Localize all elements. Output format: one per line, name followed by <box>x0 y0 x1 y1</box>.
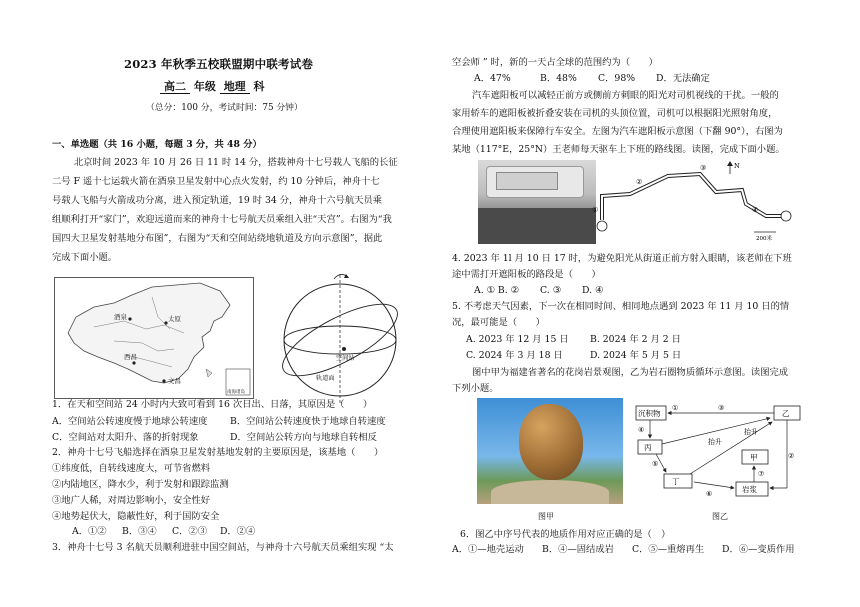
station-label: 空间站 <box>336 355 355 362</box>
q1-option-c: C．空间站对太阳升、落的折射现象 <box>52 432 199 443</box>
passage-line: 北京时间 2023 年 10 月 26 日 11 时 14 分，搭载神舟十七号载人飞船的长征 <box>74 157 398 168</box>
q3-option-a: A．47% <box>474 73 511 84</box>
q5-option-a: A. 2023 年 12 月 15 日 <box>466 334 569 345</box>
node-a: 甲 <box>750 453 758 462</box>
q6-option-d: D．⑥—变质作用 <box>722 544 795 555</box>
china-launch-sites-map <box>54 277 254 399</box>
q5-option-b: B. 2024 年 2 月 2 日 <box>590 334 681 345</box>
q2-item: ①纬度低，自转线速度大，可节省燃料 <box>52 463 211 474</box>
node-magma: 岩浆 <box>742 485 757 494</box>
passage-line: 国四大卫星发射基地分布图”，右图为“天和空间站绕地轨道及方向示意图”，据此 <box>52 233 383 244</box>
q5-option-c: C. 2024 年 3 月 18 日 <box>466 350 563 361</box>
q2-option-d: D．②④ <box>220 526 256 537</box>
passage2-line: 合理使用遮阳板来保障行车安全。左图为汽车遮阳板示意图（下翻 90°），右图为 <box>452 126 783 137</box>
passage-line: 号载人飞船与火箭成功分离，进入预定轨道，19 时 34 分，神舟十六号航天员乘 <box>52 195 383 206</box>
q2-item: ④地势起伏大，隐蔽性好，利于国防安全 <box>52 511 220 522</box>
q1-option-d: D．空间站公转方向与地球自转相反 <box>230 432 377 443</box>
inset-label: 南海诸岛 <box>227 390 245 395</box>
passage-line: 完成下面小题。 <box>52 252 118 263</box>
passage2-line: 汽车遮阳板可以减轻正前方或侧前方刺眼的阳光对司机视线的干扰。一般的 <box>472 90 779 101</box>
scale-label: 200米 <box>756 236 772 242</box>
q5-stem: 5. 不考虑天气因素，下一次在相同时间、相同地点遇到 2023 年 11 月 10 日的情 <box>452 301 790 312</box>
q1-stem: 1．在天和空间站 24 小时内大致可看到 16 次日出、日落，其原因是（ ） <box>52 399 373 410</box>
q6-stem: 6．图乙中序号代表的地质作用对应正确的是（ ） <box>460 529 671 540</box>
q1-option-a: A．空间站公转速度慢于地球公转速度 <box>52 416 208 427</box>
site-label: 太原 <box>168 315 181 323</box>
subject: 地理 <box>220 80 250 94</box>
site-label: 西昌 <box>124 353 137 361</box>
node-d: 丁 <box>672 477 680 486</box>
figure-caption-a: 图甲 <box>538 512 554 521</box>
orbit-plane-label: 轨道面 <box>316 375 335 382</box>
route-label: ① <box>592 206 599 214</box>
q4-stem-cont: 途中需打开遮阳板的路段是（ ） <box>452 269 601 280</box>
process-3: ③ <box>718 404 725 412</box>
exam-meta: （总分：100 分，考试时间：75 分钟） <box>146 103 303 113</box>
passage2-line: 家用轿车的遮阳板被折叠安装在司机的头顶位置，司机可以根据阳光照射角度， <box>452 108 778 119</box>
process-2b: ② <box>788 452 795 460</box>
subject-suffix: 科 <box>253 80 265 93</box>
q2-item: ②内陆地区，降水少，利于发射和跟踪监测 <box>52 479 229 490</box>
q6-option-c: C．⑤—重熔再生 <box>632 544 705 555</box>
node-c: 丙 <box>644 443 652 452</box>
section-title: 一、单选题（共 16 小题，每题 3 分，共 48 分） <box>52 139 262 150</box>
site-label: 酒泉 <box>114 313 127 321</box>
node-sediment: 沉积物 <box>638 409 661 418</box>
q2-stem: 2．神舟十七号飞船选择在酒泉卫星发射基地发射的主要原因是，该基地（ ） <box>52 447 384 458</box>
passage3-line: 图中甲为福建省著名的花岗岩景观图，乙为岩石圈物质循环示意图。读图完成 <box>472 367 789 378</box>
lift-label: 抬升 <box>744 428 758 436</box>
site-label: 文昌 <box>168 377 181 385</box>
passage2-line: 某地（117°E，25°N）王老师每天驱车上下班的路线图。读图，完成下面小题。 <box>452 144 785 155</box>
q4-stem: 4. 2023 年 1l 月 10 日 17 时，为避免阳光从街道正前方射入眼睛，该老师在下班 <box>452 253 792 264</box>
passage3-line: 下列小题。 <box>452 383 499 394</box>
q1-option-b: B．空间站公转速度快于地球自转速度 <box>230 416 386 427</box>
q5-option-d: D. 2024 年 5 月 5 日 <box>590 350 682 361</box>
q3-option-b: B．48% <box>540 73 577 84</box>
north-label: N <box>734 162 740 170</box>
q3-option-c: C．98% <box>598 73 636 84</box>
north-arrow-icon <box>727 161 733 166</box>
granite-photo <box>477 398 623 504</box>
q6-option-a: A．①—地壳运动 <box>452 544 524 555</box>
process-6: ⑥ <box>706 490 713 498</box>
node-b: 乙 <box>782 409 790 418</box>
q3-stem: 3．神舟十七号 3 名航天员顺利进驻中国空间站，与神舟十六号航天员乘组实现 “太 <box>52 542 394 553</box>
q2-option-b: B．③④ <box>122 526 157 537</box>
process-1: ④ <box>638 426 645 434</box>
passage-line: 组顺利打开“家门”，欢迎远道而来的神舟十七号航天员乘组入驻“天宫”。右图为“我 <box>52 214 392 225</box>
figure-caption-b: 图乙 <box>712 512 728 521</box>
q3-stem-cont: 空会师 ” 时，新的一天占全球的范围约为（ ） <box>452 57 658 68</box>
lift-label: 抬升 <box>708 438 722 446</box>
grade-subject-line <box>160 78 265 95</box>
route-label: ④ <box>752 206 759 214</box>
process-5: ⑤ <box>652 460 659 468</box>
q4-option-ab: A. ① B. ② <box>474 285 519 296</box>
q5-stem-cont: 况，最可能是（ ） <box>452 317 545 328</box>
route-label: ③ <box>700 164 707 172</box>
left-column <box>52 0 414 607</box>
grade-suffix: 年级 <box>193 80 216 93</box>
grade: 高二 <box>160 80 190 94</box>
q4-option-c: C. ③ <box>540 285 562 296</box>
commute-route-map <box>590 160 812 246</box>
q2-option-a: A．①② <box>72 526 107 537</box>
right-column <box>452 0 818 607</box>
route-label: ② <box>636 178 643 186</box>
rock-cycle-diagram <box>632 400 812 520</box>
sun-visor-photo <box>478 160 599 244</box>
exam-title: 2023 年秋季五校联盟期中联考试卷 <box>124 57 314 71</box>
q2-item: ③地广人稀，对周边影响小，安全性好 <box>52 495 211 506</box>
q3-option-d: D．无法确定 <box>656 73 710 84</box>
process-7: ⑦ <box>758 470 765 478</box>
q2-option-c: C．②③ <box>172 526 208 537</box>
process-2: ① <box>672 404 679 412</box>
passage-line: 二号 F 遥十七运载火箭在酒泉卫星发射中心点火发射，约 10 分钟后，神舟十七 <box>52 176 380 187</box>
q4-option-d: D. ④ <box>582 285 604 296</box>
orbit-diagram <box>262 265 412 405</box>
q6-option-b: B．④—固结成岩 <box>542 544 614 555</box>
